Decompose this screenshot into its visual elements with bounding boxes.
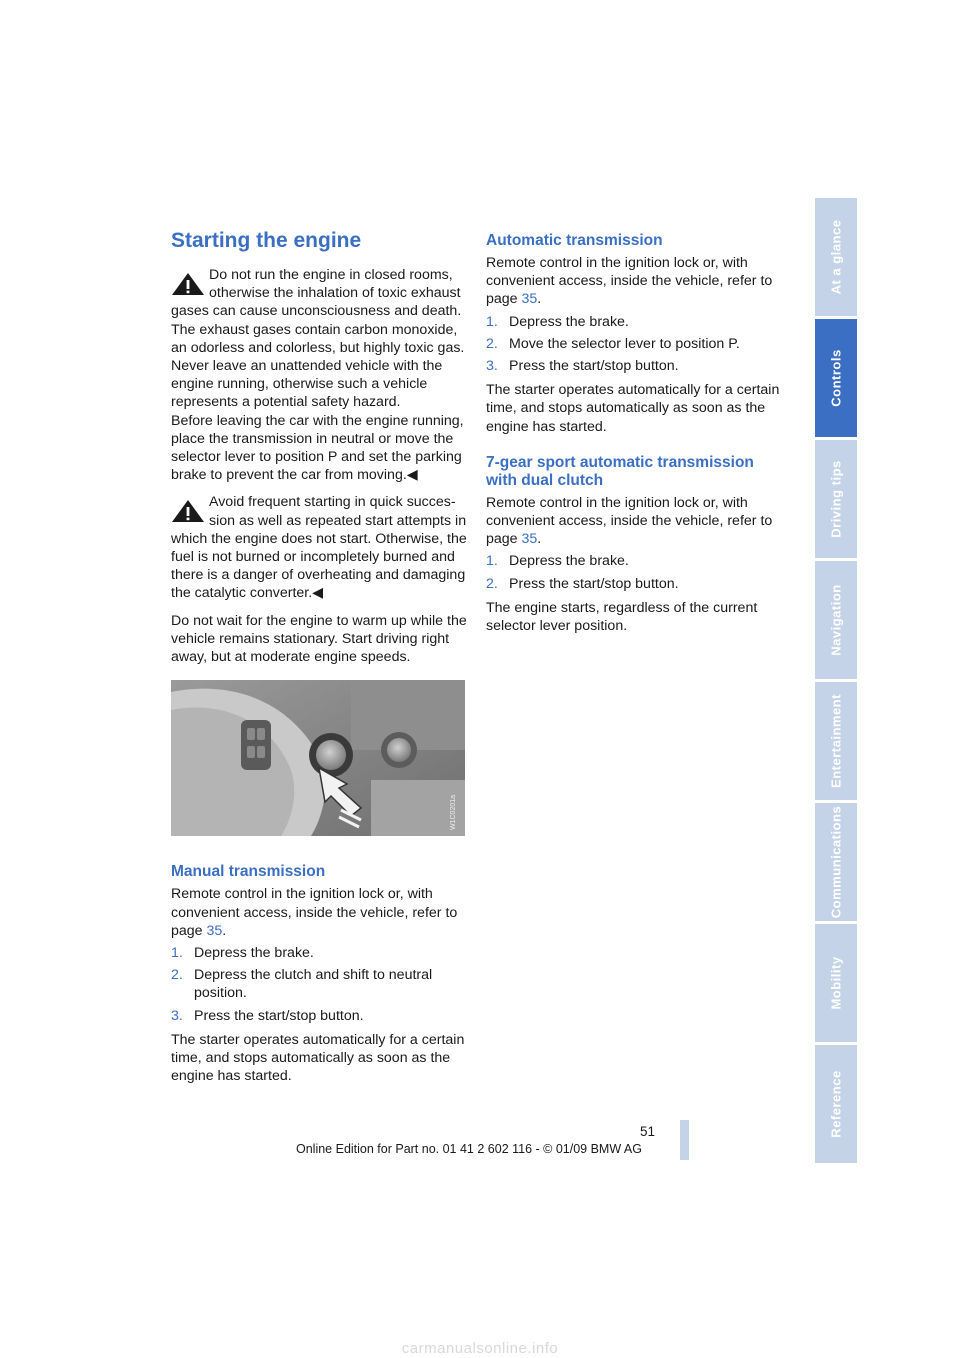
edition-footer: Online Edition for Part no. 01 41 2 602 116 - © 01/09 BMW AG	[296, 1142, 642, 1156]
image-code: W1C0201a	[450, 795, 457, 831]
tab-label: Entertainment	[828, 694, 844, 788]
tab-label: Communications	[828, 805, 844, 919]
tab-label: At a glance	[828, 219, 844, 295]
intro-text: Remote control in the ignition lock or, with convenient access, inside the vehicle, refer to page	[171, 886, 458, 939]
step-number: 3.	[171, 1007, 183, 1024]
page-ref-link[interactable]: 35	[521, 531, 538, 548]
tab-navigation[interactable]	[815, 561, 857, 679]
tab-label: Navigation	[828, 584, 844, 656]
watermark: carmanualsonline.info	[401, 1340, 559, 1357]
step-number: 3.	[486, 358, 498, 375]
dct-steps	[486, 552, 782, 592]
step-text: Depress the brake.	[509, 553, 629, 570]
left-column	[171, 228, 467, 1086]
tab-mobility[interactable]	[815, 924, 857, 1042]
automatic-intro: Remote control in the ignition lock or, with convenient access, inside the vehicle, refer to page 35.	[486, 255, 773, 308]
step-number: 1.	[486, 553, 498, 570]
tab-communications[interactable]	[815, 803, 857, 921]
warning-rest: otherwise the inhalation of toxic exhaust gases can cause unconsciousness and death. The exhaust gases contain carbon monoxide, an odorless and colorless, but highly toxic gas. Never leave an unattended vehicle with the engine running, otherwise such a vehicle represents a potential safety hazard.	[171, 285, 465, 411]
warning-block	[171, 266, 467, 484]
section-heading: Starting the engine	[171, 229, 362, 252]
list-item	[486, 335, 782, 353]
page-number: 51	[640, 1124, 656, 1139]
tab-controls[interactable]	[815, 319, 857, 437]
manual-intro: Remote control in the ignition lock or, with convenient access, inside the vehicle, refer to page 35.	[171, 886, 458, 939]
dct-intro: Remote control in the ignition lock or, with convenient access, inside the vehicle, refer to page 35.	[486, 494, 773, 548]
step-text: Press the start/stop button.	[509, 575, 679, 592]
warning-rest: sion as well as repeated start attempts in which the engine does not start. Otherwise, the fuel is not burned or incompletely burned and there is a danger of overheating and damaging the catalytic converter.◀	[171, 512, 467, 602]
list-item	[171, 944, 467, 962]
step-text: Depress the brake.	[509, 313, 629, 330]
dct-closing: The engine starts, regardless of the current selector lever position.	[486, 599, 758, 635]
tab-label: Controls	[828, 349, 844, 407]
section-tabs	[815, 198, 857, 1166]
step-text: Move the selector lever to position P.	[509, 335, 740, 352]
step-text: Depress the brake.	[194, 945, 314, 962]
tab-driving-tips[interactable]	[815, 440, 857, 558]
subheading-automatic: Automatic transmission	[486, 232, 663, 249]
intro-text: Remote control in the ignition lock or, with convenient access, inside the vehicle, refer to page	[486, 494, 773, 548]
step-number: 1.	[486, 313, 498, 330]
list-item	[486, 357, 782, 375]
warning-triangle-icon	[171, 272, 205, 296]
list-item	[171, 1007, 467, 1025]
footer-accent-bar	[680, 1120, 689, 1160]
warning-first-line: Do not run the engine in closed rooms,	[209, 267, 453, 283]
tab-label: Reference	[828, 1070, 844, 1138]
automatic-closing: The starter operates automatically for a certain time, and stops automatically as soon as the engine has started.	[486, 382, 780, 435]
list-item	[486, 552, 782, 570]
page-ref-link[interactable]: 35	[521, 291, 538, 308]
subheading-manual: Manual transmission	[171, 863, 326, 881]
step-number: 1.	[171, 945, 183, 962]
manual-steps	[171, 944, 467, 1025]
automatic-steps	[486, 313, 782, 376]
step-number: 2.	[171, 967, 183, 984]
warning-triangle-icon	[171, 499, 205, 523]
subheading-dct: 7-gear sport automatic transmission with dual clutch	[486, 453, 754, 489]
right-column	[486, 228, 782, 635]
warning-text	[171, 266, 467, 412]
body-paragraph: Do not wait for the engine to warm up while the vehicle remains stationary. Start driving right away, but at moderate engine speeds.	[171, 612, 467, 666]
step-number: 2.	[486, 575, 498, 592]
tab-label: Mobility	[828, 956, 844, 1010]
tab-reference[interactable]	[815, 1045, 857, 1163]
step-text: Depress the clutch and shift to neutral position.	[194, 967, 433, 1002]
warning-text-2: Before leaving the car with the engine running, place the transmission in neutral or move the selector lever to position P and set the parking brake to prevent the car from moving.◀	[171, 412, 464, 484]
warning-first-line: Avoid frequent starting in quick succes-	[209, 494, 456, 511]
tab-entertainment[interactable]	[815, 682, 857, 800]
tab-label: Driving tips	[828, 460, 844, 538]
list-item	[486, 313, 782, 331]
intro-text: Remote control in the ignition lock or, with convenient access, inside the vehicle, refer to page	[486, 255, 773, 308]
list-item	[486, 575, 782, 593]
warning-text	[171, 493, 467, 602]
step-text: Press the start/stop button.	[509, 358, 679, 375]
list-item	[171, 966, 467, 1002]
manual-closing: The starter operates automatically for a certain time, and stops automatically as soon as the engine has started.	[171, 1031, 465, 1085]
warning-block-2	[171, 493, 467, 602]
page-ref-link[interactable]: 35	[206, 922, 223, 939]
step-number: 2.	[486, 335, 498, 352]
step-text: Press the start/stop button.	[194, 1007, 364, 1024]
start-stop-button-photo	[171, 680, 465, 836]
tab-at-a-glance[interactable]	[815, 198, 857, 316]
